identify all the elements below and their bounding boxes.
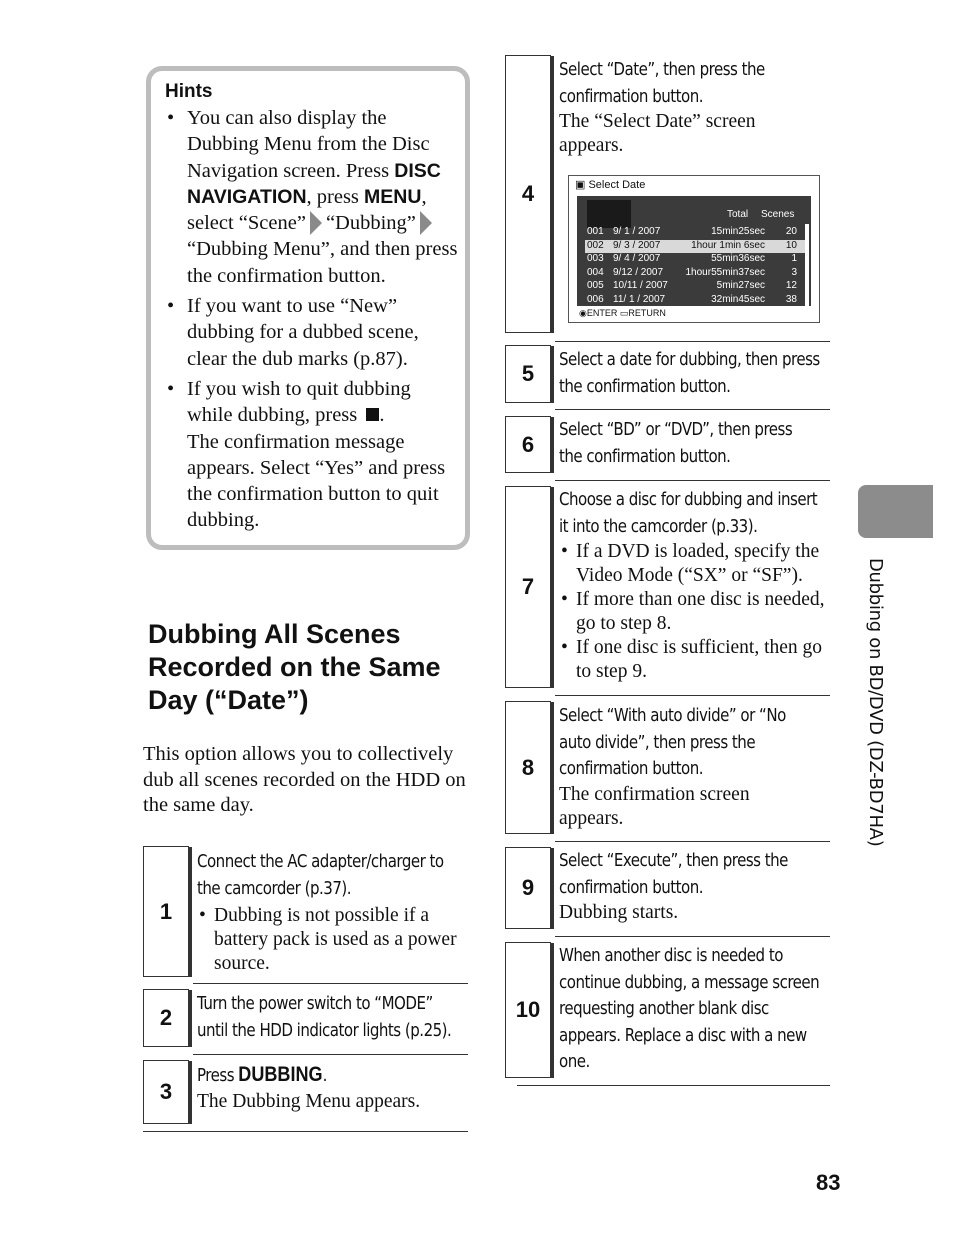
column-total: Total <box>727 209 749 220</box>
step-heading: continue dubbing, a message screen <box>559 972 820 993</box>
enter-icon: ◉ <box>579 308 587 318</box>
camera-icon: ▣ <box>575 179 586 191</box>
step-number: 7 <box>505 486 551 688</box>
step-bullet: • If one disc is sufficient, then go to step 9. <box>559 636 829 684</box>
section-title: Dubbing All Scenes Recorded on the Same Day (“Date”) <box>148 619 441 715</box>
step-heading: Select “With auto divide” or “No <box>559 706 786 726</box>
page-number: 83 <box>816 1170 841 1195</box>
date-list-panel <box>577 196 811 306</box>
step-body: The confirmation screen appears. <box>559 783 750 829</box>
step-heading: When another disc is needed to <box>559 946 783 966</box>
chapter-side-label: Dubbing on BD/DVD (DZ-BD7HA) <box>865 558 886 847</box>
step-number: 5 <box>505 345 551 403</box>
step-heading: the confirmation button. <box>559 376 731 397</box>
arrow-right-icon <box>420 211 432 235</box>
hints-title: Hints <box>165 81 213 102</box>
step-number: 2 <box>143 989 189 1047</box>
step-heading: Select “Execute”, then press the <box>559 851 788 871</box>
return-icon: ▭ <box>619 308 629 318</box>
step-heading: confirmation button. <box>559 759 704 779</box>
stop-icon <box>366 408 379 421</box>
step-body: The Dubbing Menu appears. <box>197 1090 421 1112</box>
screen-title: ▣ Select Date <box>575 179 646 191</box>
step-heading: auto divide”, then press the <box>559 732 756 753</box>
date-row-selected[interactable]: 002 9/ 3 / 2007 1hour 1min 6sec 10 <box>585 240 807 254</box>
hints-list <box>157 105 459 534</box>
date-row[interactable]: 004 9/12 / 2007 1hour55min37sec 3 <box>587 266 797 278</box>
step-number: 10 <box>505 942 551 1078</box>
step-body: The “Select Date” screen appears. <box>559 111 756 156</box>
step-heading: the confirmation button. <box>559 446 731 467</box>
step-number: 6 <box>505 416 551 473</box>
step-heading: it into the camcorder (p.33). <box>559 516 758 537</box>
step-heading: Connect the AC adapter/charger to <box>197 852 444 872</box>
scrollbar[interactable] <box>805 224 809 306</box>
step-number: 1 <box>143 846 189 977</box>
step-heading: Select “BD” or “DVD”, then press <box>559 420 793 440</box>
date-row[interactable]: 001 9/ 1 / 2007 15min25sec 20 <box>587 226 797 237</box>
step-bullet: • If more than one disc is needed, go to step 8. <box>559 588 829 636</box>
step-heading: Select “Date”, then press the <box>559 60 765 80</box>
step-heading: requesting another blank disc <box>559 999 769 1019</box>
step-body: Dubbing starts. <box>559 902 679 923</box>
step-heading: Select a date for dubbing, then press <box>559 350 820 370</box>
step-number: 8 <box>505 701 551 834</box>
screen-footer: ◉ENTER ▭RETURN <box>579 308 666 318</box>
step-heading: confirmation button. <box>559 877 704 898</box>
step-heading: Choose a disc for dubbing and insert <box>559 490 818 510</box>
hints-box <box>146 66 470 550</box>
date-row[interactable]: 003 9/ 4 / 2007 55min36sec 1 <box>587 253 797 264</box>
column-scenes: Scenes <box>761 209 795 220</box>
step-heading: the camcorder (p.37). <box>197 878 352 899</box>
intro-paragraph: This option allows you to collectively dub all scenes recorded on the HDD on the same day. <box>143 743 466 816</box>
step-bullet: • If a DVD is loaded, specify the Video Mode (“SX” or “SF”). <box>559 540 829 588</box>
date-row[interactable]: 005 10/11 / 2007 5min27sec 12 <box>587 280 797 291</box>
thumbnail <box>587 200 631 228</box>
chapter-tab <box>858 485 933 538</box>
arrow-right-icon <box>310 211 322 235</box>
date-row[interactable]: 006 11/ 1 / 2007 32min45sec 38 <box>587 293 797 305</box>
step-heading: until the HDD indicator lights (p.25). <box>197 1020 452 1041</box>
step-heading: confirmation button. <box>559 86 704 107</box>
hint-item: • If you wish to quit dubbing while dubbing, press . The confirmation message appears. Select “Yes” and press the confirmation button to quit dubbing. <box>165 376 459 534</box>
step-bullet: • Dubbing is not possible if a battery pack is used as a power source. <box>197 904 467 976</box>
step-heading: appears. Replace a disc with a new <box>559 1025 807 1046</box>
hint-item: • You can also display the Dubbing Menu from the Disc Navigation screen. Press DISC NAVIGATION, press MENU, select “Scene” “Dubbing”“Dubbing Menu”, and then press the confirmation button. <box>165 105 459 289</box>
step-number: 4 <box>505 55 551 333</box>
step-heading: one. <box>559 1052 590 1072</box>
hint-item: • If you want to use “New” dubbing for a dubbed scene, clear the dub marks (p.87). <box>165 293 459 372</box>
select-date-screen <box>568 175 820 323</box>
step-heading: Press DUBBING. <box>197 1063 327 1086</box>
step-number: 3 <box>143 1060 189 1124</box>
step-heading: Turn the power switch to “MODE” <box>197 994 433 1014</box>
step-number: 9 <box>505 847 551 929</box>
